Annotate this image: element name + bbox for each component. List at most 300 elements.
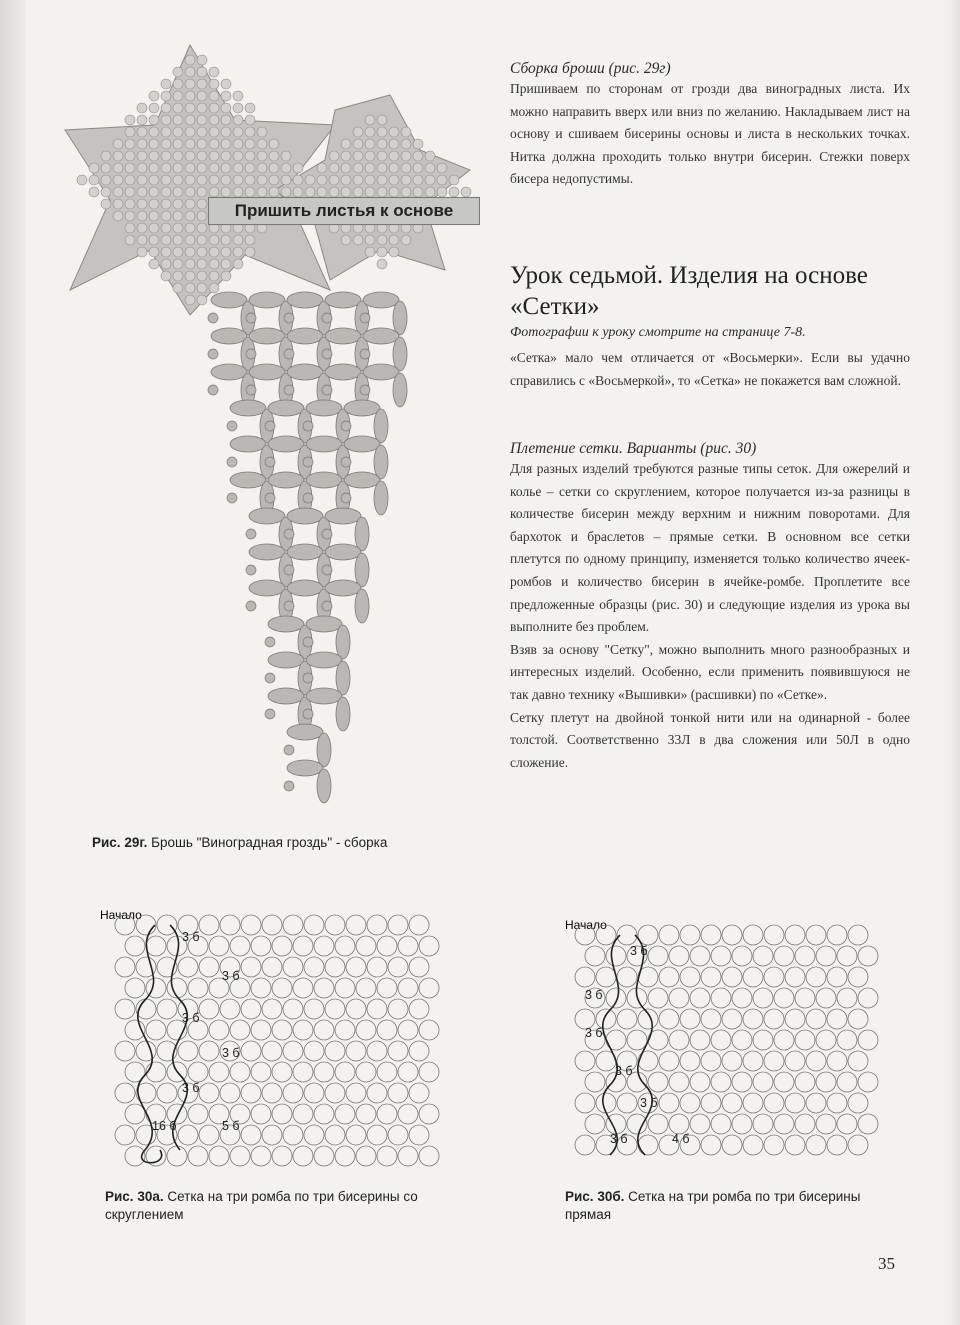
leaf-bead: [257, 163, 267, 173]
grape-bead-round: [360, 385, 370, 395]
leaf-instruction-label: Пришить листья к основе: [208, 197, 480, 225]
grape-bead-round: [246, 313, 256, 323]
net-bead: [283, 999, 303, 1019]
grape-bead-horizontal: [268, 688, 304, 704]
net-bead: [753, 988, 773, 1008]
figure-29-caption: [92, 835, 387, 850]
net-bead: [795, 1072, 815, 1092]
net-bead: [346, 1125, 366, 1145]
net-bead: [314, 1104, 334, 1124]
leaf-bead: [137, 139, 147, 149]
lesson-title: Урок седьмой. Изделия на основе «Сетки»: [510, 262, 868, 320]
grape-bead-horizontal: [287, 364, 323, 380]
leaf-bead: [245, 103, 255, 113]
bead-count: 3 б: [182, 1011, 200, 1025]
leaf-bead: [137, 115, 147, 125]
net-bead: [293, 1020, 313, 1040]
leaf-bead: [137, 151, 147, 161]
grape-bead-horizontal: [287, 724, 323, 740]
grape-bead-horizontal: [211, 364, 247, 380]
net-bead: [701, 967, 721, 987]
net-bead: [743, 1009, 763, 1029]
net-bead: [293, 1104, 313, 1124]
net-bead: [304, 1083, 324, 1103]
leaf-bead: [365, 139, 375, 149]
net-bead: [398, 1020, 418, 1040]
leaf-bead: [341, 151, 351, 161]
grape-bead-horizontal: [306, 616, 342, 632]
leaf-bead: [209, 259, 219, 269]
net-bead: [209, 1020, 229, 1040]
leaf-bead: [149, 91, 159, 101]
net-bead: [367, 1125, 387, 1145]
grape-bead-round: [246, 565, 256, 575]
paragraph-3: Сетку плетут на двойной тонкой нити или на одинарной - более толстой. Соответственно 33Л в два сложения или 50Л в одно сложение.: [510, 709, 910, 770]
leaf-bead: [185, 91, 195, 101]
leaf-bead: [257, 139, 267, 149]
grape-bead-round: [360, 349, 370, 359]
net-bead: [115, 1083, 135, 1103]
net-bead: [272, 1104, 292, 1124]
leaf-bead: [257, 151, 267, 161]
net-bead: [848, 1009, 868, 1029]
page-edge: [946, 0, 960, 1325]
grape-bead-horizontal: [249, 544, 285, 560]
bead-count: 3 б: [640, 1096, 658, 1110]
net-bead: [125, 936, 145, 956]
leaf-bead: [221, 151, 231, 161]
net-bead: [262, 1083, 282, 1103]
net-bead: [115, 957, 135, 977]
net-bead: [690, 988, 710, 1008]
grape-bead-round: [208, 313, 218, 323]
bead-count: 3 б: [585, 1026, 603, 1040]
net-bead: [398, 1104, 418, 1124]
net-bead: [241, 1041, 261, 1061]
grape-bead-round: [246, 349, 256, 359]
leaf-bead: [161, 247, 171, 257]
leaf-bead: [221, 271, 231, 281]
leaf-bead: [329, 163, 339, 173]
leaf-bead: [209, 247, 219, 257]
net-bead: [230, 1020, 250, 1040]
net-bead: [638, 1135, 658, 1155]
leaf-bead: [221, 79, 231, 89]
net-bead: [367, 999, 387, 1019]
photo-note: Фотографии к уроку смотрите на странице 7-8.: [510, 325, 806, 340]
net-bead: [283, 1125, 303, 1145]
leaf-bead: [149, 139, 159, 149]
leaf-bead: [233, 247, 243, 257]
leaf-bead: [197, 103, 207, 113]
caption-prefix: Рис. 30б.: [565, 1189, 625, 1204]
net-bead: [764, 925, 784, 945]
leaf-bead: [137, 235, 147, 245]
net-bead: [795, 946, 815, 966]
net-bead: [356, 1104, 376, 1124]
leaf-bead: [377, 175, 387, 185]
net-bead: [398, 978, 418, 998]
net-bead: [356, 936, 376, 956]
net-diagram-30a: [100, 905, 440, 1175]
grape-bead-horizontal: [325, 580, 361, 596]
leaf-bead: [185, 199, 195, 209]
net-bead: [764, 967, 784, 987]
grape-bead-horizontal: [249, 328, 285, 344]
net-bead: [199, 1083, 219, 1103]
leaf-bead: [377, 151, 387, 161]
leaf-bead: [125, 235, 135, 245]
net-bead: [157, 999, 177, 1019]
start-label: Начало: [100, 908, 142, 922]
net-bead: [732, 1072, 752, 1092]
leaf-bead: [113, 175, 123, 185]
net-bead: [669, 1030, 689, 1050]
net-bead: [146, 1062, 166, 1082]
leaf-bead: [353, 175, 363, 185]
net-bead: [795, 1030, 815, 1050]
grape-bead-vertical: [317, 769, 331, 803]
net-bead: [701, 1135, 721, 1155]
paragraph-1: Для разных изделий требуются разные типы сеток. Для ожерелий и колье – сетки со скруглением, которое получается из-за разницы в количестве бисерин между верхним и нижним поворотами. Для бархоток и браслетов – прямые сетки. В основном все сетки плетутся по одному принципу, изменяется только количество ячеек-ромбов и количество бисерин в ячейке-ромбе. Проплетите все предложенные образцы (рис. 30) и следующие изделия из урока вы выполните без проблем.: [510, 461, 910, 635]
net-bead: [178, 957, 198, 977]
leaf-bead: [425, 175, 435, 185]
leaf-bead: [305, 175, 315, 185]
net-bead: [659, 967, 679, 987]
net-bead: [606, 946, 626, 966]
leaf-bead: [365, 187, 375, 197]
bead-count: 3 б: [610, 1132, 628, 1146]
leaf-bead: [329, 187, 339, 197]
leaf-bead: [221, 235, 231, 245]
grape-bead-round: [322, 601, 332, 611]
net-bead: [711, 1114, 731, 1134]
net-bead: [680, 925, 700, 945]
leaf-bead: [161, 91, 171, 101]
net-bead: [711, 946, 731, 966]
leaf-bead: [257, 175, 267, 185]
leaf-bead: [209, 163, 219, 173]
leaf-bead: [209, 271, 219, 281]
net-bead: [262, 957, 282, 977]
leaf-bead: [269, 139, 279, 149]
leaf-bead: [233, 187, 243, 197]
grape-bead-round: [303, 421, 313, 431]
grape-bead-round: [322, 349, 332, 359]
leaf-bead: [317, 163, 327, 173]
leaf-bead: [113, 139, 123, 149]
net-bead: [806, 1093, 826, 1113]
net-bead: [388, 1125, 408, 1145]
leaf-bead: [425, 151, 435, 161]
leaf-bead: [197, 139, 207, 149]
leaf-bead: [413, 187, 423, 197]
leaf-bead: [137, 127, 147, 137]
leaf-bead: [89, 163, 99, 173]
leaf-bead: [113, 163, 123, 173]
leaf-bead: [329, 151, 339, 161]
leaf-bead: [197, 295, 207, 305]
grape-bead-horizontal: [344, 472, 380, 488]
leaf-bead: [161, 235, 171, 245]
net-bead: [283, 915, 303, 935]
leaf-bead: [209, 115, 219, 125]
leaf-bead: [257, 187, 267, 197]
net-bead: [115, 1125, 135, 1145]
leaf-bead: [149, 223, 159, 233]
leaf-bead: [137, 163, 147, 173]
net-bead: [837, 988, 857, 1008]
grape-bead-round: [322, 385, 332, 395]
grape-bead-horizontal: [325, 544, 361, 560]
leaf-bead: [353, 163, 363, 173]
leaf-bead: [353, 127, 363, 137]
grape-bead-horizontal: [325, 508, 361, 524]
grape-bead-vertical: [355, 589, 369, 623]
net-bead: [690, 946, 710, 966]
net-bead: [377, 1020, 397, 1040]
leaf-bead: [197, 115, 207, 125]
net-bead: [419, 1146, 439, 1166]
leaf-bead: [365, 115, 375, 125]
net-bead: [377, 978, 397, 998]
net-bead: [356, 978, 376, 998]
leaf-bead: [401, 127, 411, 137]
net-bead: [388, 1041, 408, 1061]
net-bead: [680, 1051, 700, 1071]
net-bead: [690, 1114, 710, 1134]
leaf-bead: [161, 271, 171, 281]
net-bead: [701, 1051, 721, 1071]
leaf-bead: [269, 175, 279, 185]
grape-bead-horizontal: [287, 760, 323, 776]
net-bead: [251, 936, 271, 956]
leaf-bead: [389, 247, 399, 257]
leaf-bead: [245, 127, 255, 137]
net-bead: [858, 946, 878, 966]
leaf-bead: [233, 127, 243, 137]
net-bead: [669, 988, 689, 1008]
leaf-bead: [293, 187, 303, 197]
grape-bead-round: [284, 745, 294, 755]
net-bead: [199, 999, 219, 1019]
net-bead: [575, 1135, 595, 1155]
leaf-bead: [149, 151, 159, 161]
leaf-bead: [161, 151, 171, 161]
net-bead: [732, 988, 752, 1008]
grape-bead-horizontal: [363, 292, 399, 308]
leaf-bead: [161, 115, 171, 125]
leaf-bead: [377, 139, 387, 149]
leaf-bead: [209, 79, 219, 89]
net-bead: [199, 957, 219, 977]
leaf-bead: [197, 199, 207, 209]
net-bead: [627, 1030, 647, 1050]
net-bead: [774, 946, 794, 966]
leaf-bead: [221, 139, 231, 149]
net-bead: [377, 1062, 397, 1082]
brooch-figure: [60, 40, 500, 830]
net-bead: [638, 1009, 658, 1029]
leaf-bead: [173, 199, 183, 209]
leaf-bead: [317, 175, 327, 185]
leaf-bead: [293, 175, 303, 185]
leaf-bead: [137, 199, 147, 209]
grape-bead-vertical: [374, 409, 388, 443]
net-bead: [157, 1083, 177, 1103]
net-bead: [272, 1062, 292, 1082]
net-bead: [816, 1030, 836, 1050]
leaf-bead: [173, 235, 183, 245]
net-bead: [188, 1104, 208, 1124]
leaf-bead: [173, 103, 183, 113]
net-bead: [409, 957, 429, 977]
grape-bead-horizontal: [325, 328, 361, 344]
bead-count: 3 б: [222, 969, 240, 983]
leaf-bead: [173, 163, 183, 173]
net-bead: [419, 1104, 439, 1124]
net-bead: [125, 1104, 145, 1124]
net-diagram-30b: [560, 915, 880, 1175]
net-bead: [272, 936, 292, 956]
leaf-bead: [245, 235, 255, 245]
leaf-bead: [233, 163, 243, 173]
leaf-bead: [233, 151, 243, 161]
book-spine: [0, 0, 26, 1325]
leaf-bead: [389, 163, 399, 173]
figure-30a-caption: [105, 1188, 425, 1224]
leaf-bead: [389, 235, 399, 245]
grape-bead-round: [341, 421, 351, 431]
net-bead: [848, 1093, 868, 1113]
leaf-bead: [185, 79, 195, 89]
net-bead: [575, 1051, 595, 1071]
grape-bead-round: [303, 673, 313, 683]
grape-bead-horizontal: [287, 544, 323, 560]
bead-count: 3 б: [222, 1046, 240, 1060]
leaf-bead: [293, 163, 303, 173]
leaf-bead: [125, 175, 135, 185]
leaf-bead: [185, 247, 195, 257]
brooch-illustration: [60, 40, 500, 830]
net-bead: [283, 1041, 303, 1061]
grape-bead-vertical: [374, 445, 388, 479]
leaf-bead: [149, 175, 159, 185]
net-bead: [367, 1041, 387, 1061]
section-heading: Плетение сетки. Варианты (рис. 30): [510, 440, 757, 457]
leaf-bead: [401, 139, 411, 149]
net-bead: [680, 1093, 700, 1113]
net-bead: [251, 1146, 271, 1166]
leaf-bead: [173, 139, 183, 149]
leaf-bead: [173, 271, 183, 281]
leaf-bead: [197, 79, 207, 89]
caption-text: Брошь "Виноградная гроздь" - сборка: [147, 835, 388, 850]
net-bead: [262, 1125, 282, 1145]
leaf-bead: [197, 91, 207, 101]
leaf-bead: [353, 151, 363, 161]
leaf-bead: [209, 103, 219, 113]
leaf-bead: [221, 91, 231, 101]
caption-prefix: Рис. 29г.: [92, 835, 148, 850]
net-bead: [346, 1083, 366, 1103]
leaf-bead: [185, 175, 195, 185]
bead-count: 3 б: [630, 944, 648, 958]
leaf-bead: [245, 151, 255, 161]
net-bead: [585, 1072, 605, 1092]
net-bead: [596, 967, 616, 987]
leaf-bead: [221, 175, 231, 185]
leaf-bead: [197, 259, 207, 269]
net-bead: [220, 915, 240, 935]
leaf-bead: [197, 283, 207, 293]
net-bead: [241, 957, 261, 977]
net-bead: [325, 1083, 345, 1103]
net-bead: [356, 1062, 376, 1082]
net-bead: [785, 925, 805, 945]
grape-bead-vertical: [355, 553, 369, 587]
net-bead: [419, 1062, 439, 1082]
net-bead: [314, 1020, 334, 1040]
net-bead: [848, 925, 868, 945]
net-bead: [409, 999, 429, 1019]
leaf-bead: [329, 175, 339, 185]
leaf-bead: [161, 103, 171, 113]
leaf-bead: [197, 175, 207, 185]
grape-bead-horizontal: [287, 580, 323, 596]
grape-bead-round: [322, 529, 332, 539]
net-bead: [325, 915, 345, 935]
grape-bead-round: [246, 601, 256, 611]
grape-bead-horizontal: [268, 652, 304, 668]
leaf-bead: [221, 103, 231, 113]
net-bead: [648, 988, 668, 1008]
net-bead: [722, 925, 742, 945]
net-bead: [377, 936, 397, 956]
net-bead: [136, 915, 156, 935]
leaf-bead: [365, 151, 375, 161]
net-bead: [293, 1146, 313, 1166]
leaf-bead: [353, 187, 363, 197]
net-bead: [806, 967, 826, 987]
leaf-bead: [281, 151, 291, 161]
leaf-bead: [161, 223, 171, 233]
grape-bead-round: [284, 601, 294, 611]
net-bead: [837, 1072, 857, 1092]
leaf-bead: [221, 163, 231, 173]
leaf-bead: [209, 139, 219, 149]
net-bead: [409, 1041, 429, 1061]
leaf-bead: [113, 211, 123, 221]
net-bead: [409, 915, 429, 935]
leaf-bead: [209, 91, 219, 101]
net-bead: [722, 1009, 742, 1029]
leaf-bead: [233, 103, 243, 113]
leaf-bead: [197, 271, 207, 281]
leaf-bead: [161, 187, 171, 197]
paragraph-2: Взяв за основу "Сетку", можно выполнить много разнообразных и интересных изделий. Особенно, если применить появившуюся не так давно технику «Вышивки» (расшивки) по «Сетке».: [510, 641, 910, 702]
net-bead: [827, 1093, 847, 1113]
leaf-bead: [125, 199, 135, 209]
net-bead: [335, 978, 355, 998]
net-bead: [659, 925, 679, 945]
leaf-bead: [185, 271, 195, 281]
grape-bead-round: [360, 313, 370, 323]
leaf-bead: [257, 127, 267, 137]
net-bead: [388, 999, 408, 1019]
leaf-bead: [101, 175, 111, 185]
leaf-bead: [401, 151, 411, 161]
